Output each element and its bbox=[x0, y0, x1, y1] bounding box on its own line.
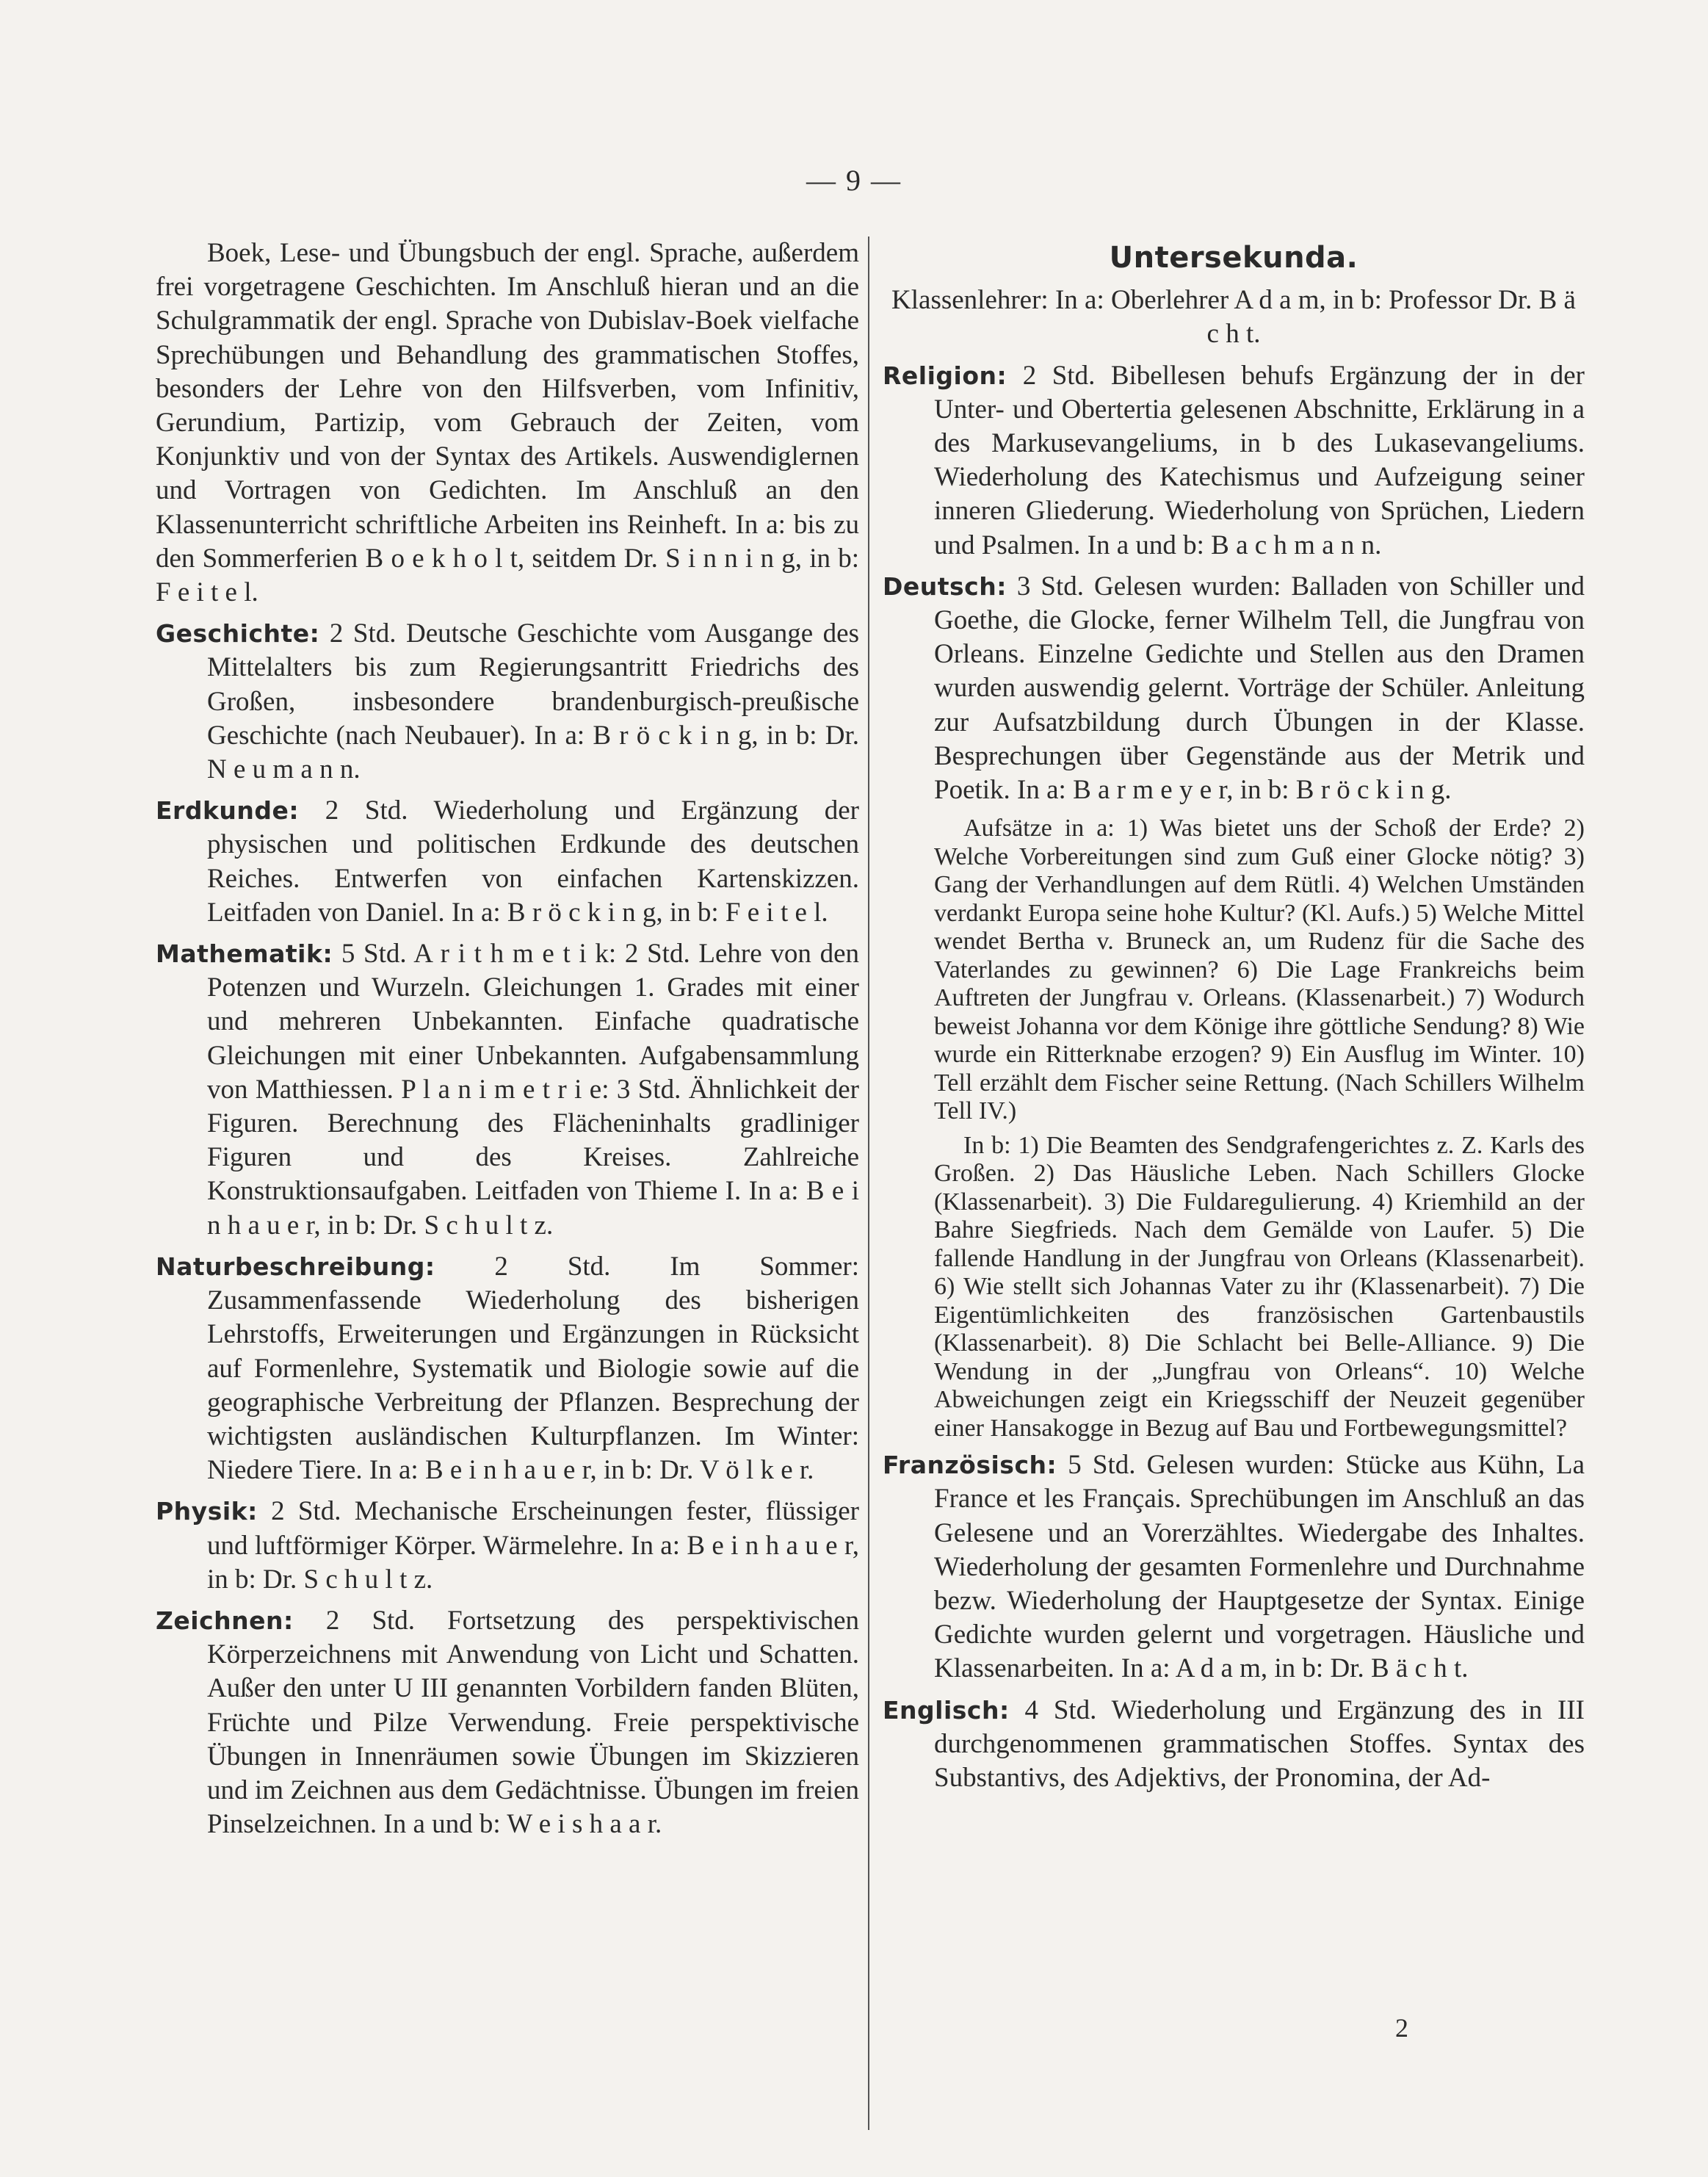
text-mathematik: 5 Std. A r i t h m e t i k: 2 Std. Lehre von den Potenzen und Wurzeln. Gleichungen 1. Grades mit einer und mehreren Unbekannten. Einfache quadratische Gleichungen mit einer Unbekannten. Aufgabensammlung von Matthiessen. P l a n i m e t r i e: 3 Std. Ähnlichkeit der Figuren. Berechnung des Flächeninhalts gradliniger Figuren und des Kreises. Zahlreiche Konstruktionsaufgaben. Leitfaden von Thieme I. In a: B e i n h a u e r, in b: Dr. S c h u l t z. bbox=[207, 939, 859, 1241]
heading-mathematik: Mathematik: bbox=[156, 939, 333, 969]
heading-religion: Religion: bbox=[883, 361, 1007, 390]
paragraph-english-continued: Boek, Lese- und Übungsbuch der engl. Sprache, außerdem frei vorgetragene Geschichten. Im Anschluß hieran und an die Schulgrammatik der engl. Sprache von Dubislav-Boek vielfache Sprechübungen und Behandlung des grammatischen Stoffes, besonders der Lehre von den Hilfsverben, vom Infinitiv, Gerundium, Partizip, vom Gebrauch der Zeiten, vom Konjunktiv und von der Syntax des Artikels. Auswendiglernen und Vortragen von Gedichten. Im Anschluß an den Klassenunterricht schriftliche Arbeiten ins Reinheft. In a: bis zu den Sommerferien B o e k h o l t, seitdem Dr. S i n n i n g, in b: F e i t e l. bbox=[156, 238, 859, 608]
page-number: — 9 — bbox=[806, 164, 902, 197]
text-geschichte: 2 Std. Deutsche Geschichte vom Ausgange des Mittelalters bis zum Regierungsantritt Friedrichs des Großen, insbesondere brandenburgisch-preußische Geschichte (nach Neubauer). In a: B r ö c k i n g, in b: Dr. N e u m a n n. bbox=[207, 618, 859, 785]
column-divider bbox=[868, 237, 869, 2130]
paragraph-religion bbox=[883, 359, 1585, 563]
paragraph-mathematik bbox=[156, 937, 859, 1243]
text-religion: 2 Std. Bibellesen behufs Ergänzung der in der Unter- und Obertertia gelesenen Abschnitte, Erklärung in a des Markusevangeliums, in b des Lukasevangeliums. Wiederholung des Katechismus und Aufzeigung seiner inneren Gliederung. Wiederholung von Sprüchen, Liedern und Psalmen. In a und b: B a c h m a n n. bbox=[934, 360, 1585, 560]
paragraph-franzoesisch bbox=[883, 1448, 1585, 1686]
right-column bbox=[883, 237, 1585, 1802]
text-zeichnen: 2 Std. Fortsetzung des perspektivischen Körperzeichnens mit Anwendung von Licht und Schatten. Außer den unter U III genannten Vorbildern fanden Blüten, Früchte und Pilze Verwendung. Freie perspektivische Übungen in Innenräumen sowie Übungen im Skizzieren und im Zeichnen aus dem Gedächtnisse. Übungen im freien Pinselzeichnen. In a und b: W e i s h a a r. bbox=[207, 1605, 859, 1840]
heading-physik: Physik: bbox=[156, 1497, 258, 1526]
paragraph-physik bbox=[156, 1495, 859, 1597]
section-title: Untersekunda. bbox=[1109, 241, 1358, 275]
heading-franzoesisch: Französisch: bbox=[883, 1451, 1057, 1480]
heading-geschichte: Geschichte: bbox=[156, 619, 320, 649]
paragraph-zeichnen bbox=[156, 1604, 859, 1841]
klassenlehrer-line: Klassenlehrer: In a: Oberlehrer A d a m, in b: Professor Dr. B ä c h t. bbox=[891, 285, 1576, 350]
paragraph-erdkunde bbox=[156, 794, 859, 930]
text-englisch: 4 Std. Wiederholung und Ergänzung des in III durchgenommenen grammatischen Stoffes. Syntax des Substantivs, des Adjektivs, der Pronomina, der Ad- bbox=[934, 1694, 1585, 1794]
aufsaetze-b: In b: 1) Die Beamten des Sendgrafengerichtes z. Z. Karls des Großen. 2) Das Häusliche Leben. Nach Schillers Glocke (Klassenarbeit). 3) Die Fuldaregulierung. 4) Kriemhild an der Bahre Siegfrieds. Nach dem Gemälde von Laufer. 5) Die fallende Handlung in der Jungfrau von Orleans (Klassenarbeit). 6) Wie stellt sich Johannas Vater zu ihr (Klassenarbeit). 7) Die Eigentümlichkeiten des französischen Gartenbaustils (Klassenarbeit). 8) Die Schlacht bei Belle-Alliance. 9) Die Wendung in der „Jungfrau von Orleans“. 10) Welche Abweichungen zeigt ein Kriegsschiff der Neuzeit gegenüber einer Hansakogge in Bezug auf Bau und Fortbewegungsmittel? bbox=[934, 1131, 1585, 1442]
paragraph-geschichte bbox=[156, 617, 859, 787]
text-naturbeschreibung: 2 Std. Im Sommer: Zusammenfassende Wiederholung des bisherigen Lehrstoffs, Erweiterungen und Ergänzungen in Rücksicht auf Formenlehre, Systematik und Biologie sowie auf die geographische Verbreitung der Pflanzen. Besprechung der wichtigsten ausländischen Kulturpflanzen. Im Winter: Niedere Tiere. In a: B e i n h a u e r, in b: Dr. V ö l k e r. bbox=[207, 1251, 859, 1486]
text-erdkunde: 2 Std. Wiederholung und Ergänzung der physischen und politischen Erdkunde des deutschen Reiches. Entwerfen von einfachen Kartenskizzen. Leitfaden von Daniel. In a: B r ö c k i n g, in b: F e i t e l. bbox=[207, 795, 859, 928]
left-column bbox=[156, 237, 859, 1849]
heading-erdkunde: Erdkunde: bbox=[156, 796, 300, 826]
text-franzoesisch: 5 Std. Gelesen wurden: Stücke aus Kühn, La France et les Français. Sprechübungen im Anschluß an das Gelesene und an Vorerzähltes. Wiedergabe des Inhaltes. Wiederholung der gesamten Formenlehre und Durchnahme bezw. Wiederholung der Hauptgesetze der Syntax. Einige Gedichte wurden gelernt und vorgetragen. Häusliche und Klassenarbeiten. In a: A d a m, in b: Dr. B ä c h t. bbox=[934, 1450, 1585, 1684]
text-deutsch: 3 Std. Gelesen wurden: Balladen von Schiller und Goethe, die Glocke, ferner Wilhelm Tell, die Jungfrau von Orleans. Einzelne Gedichte und Stellen aus den Dramen wurden auswendig gelernt. Vorträge der Schüler. Anleitung zur Aufsatzbildung durch Übungen in der Klasse. Besprechungen über Gegenstände aus der Metrik und Poetik. In a: B a r m e y e r, in b: B r ö c k i n g. bbox=[934, 571, 1585, 806]
heading-naturbeschreibung: Naturbeschreibung: bbox=[156, 1252, 435, 1281]
text-physik: 2 Std. Mechanische Erscheinungen fester, flüssiger und luftförmiger Körper. Wärmelehre. In a: B e i n h a u e r, in b: Dr. S c h u l t z. bbox=[207, 1496, 859, 1595]
heading-zeichnen: Zeichnen: bbox=[156, 1606, 294, 1635]
signature-number: 2 bbox=[1395, 2013, 1408, 2043]
paragraph-deutsch bbox=[883, 570, 1585, 807]
heading-englisch: Englisch: bbox=[883, 1695, 1010, 1725]
heading-deutsch: Deutsch: bbox=[883, 571, 1007, 601]
paragraph-naturbeschreibung bbox=[156, 1250, 859, 1487]
paragraph-englisch bbox=[883, 1694, 1585, 1796]
aufsaetze-a: Aufsätze in a: 1) Was bietet uns der Schoß der Erde? 2) Welche Vorbereitungen sind zum Guß einer Glocke nötig? 3) Gang der Verhandlungen auf dem Rütli. 4) Welchen Umständen verdankt Europa seine hohe Kultur? (Kl. Aufs.) 5) Welche Mittel wendet Bertha v. Bruneck an, um Rudenz für die Sache des Vaterlandes zu gewinnen? 6) Die Lage Frankreichs beim Auftreten der Jungfrau v. Orleans. (Klassenarbeit.) 7) Wodurch beweist Johanna vor dem Könige ihre göttliche Sendung? 8) Wie wurde ein Ritterknabe erzogen? 9) Ein Ausflug im Winter. 10) Tell erzählt dem Fischer seine Rettung. (Nach Schillers Wilhelm Tell IV.) bbox=[934, 815, 1585, 1125]
